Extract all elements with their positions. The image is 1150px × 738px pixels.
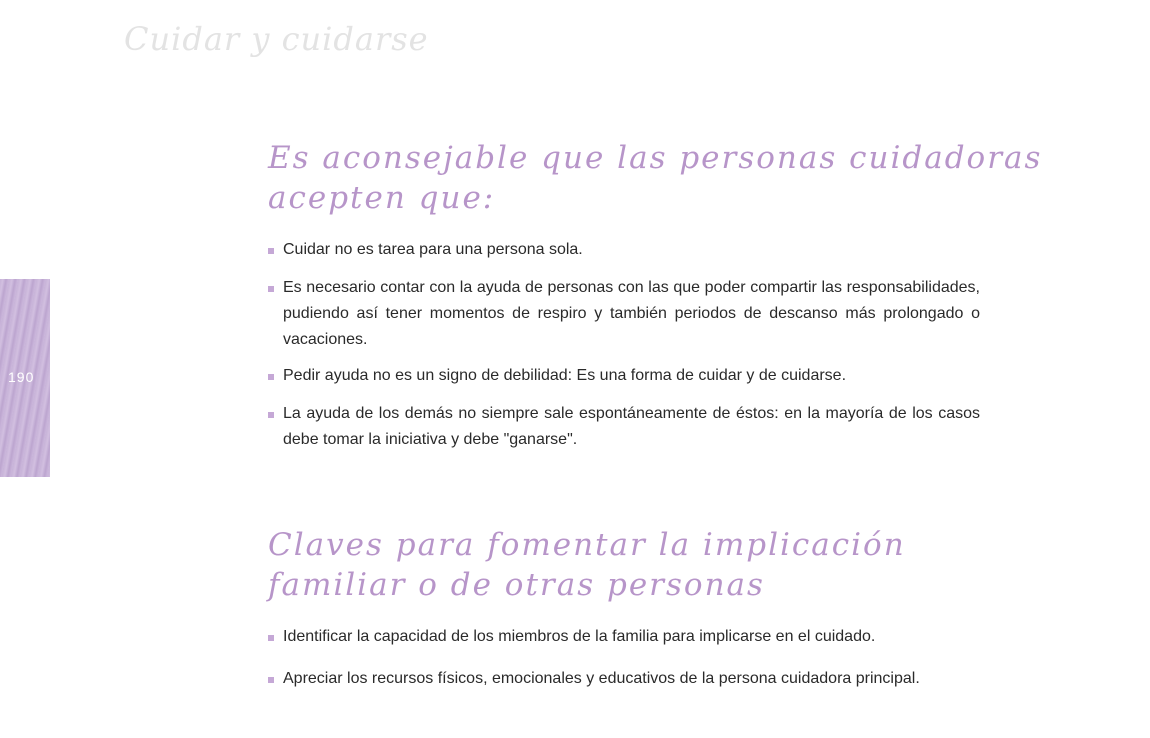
square-bullet-icon xyxy=(268,677,274,683)
list-item-text: Pedir ayuda no es un signo de debilidad: Es una forma de cuidar y de cuidarse. xyxy=(283,367,847,384)
list-item-text: Cuidar no es tarea para una persona sola. xyxy=(283,241,583,258)
heading-line: Claves para fomentar la implicación xyxy=(268,527,906,563)
list-item xyxy=(268,237,980,263)
list-item-text: Identificar la capacidad de los miembros de la familia para implicarse en el cuidado. xyxy=(283,628,876,645)
page-number: 190 xyxy=(8,369,35,385)
list-item xyxy=(268,401,980,453)
square-bullet-icon xyxy=(268,635,274,641)
list-item xyxy=(268,666,980,692)
acceptance-list xyxy=(268,237,980,463)
heading-line: acepten que: xyxy=(268,180,496,216)
square-bullet-icon xyxy=(268,374,274,380)
list-item xyxy=(268,363,980,389)
heading-line: familiar o de otras personas xyxy=(268,567,765,603)
square-bullet-icon xyxy=(268,248,274,254)
involvement-list xyxy=(268,624,980,708)
list-item-text: Es necesario contar con la ayuda de personas con las que poder compartir las responsabilidades, pudiendo así tener momentos de respiro y también periodos de descanso más prolongado o vacaciones. xyxy=(283,279,980,348)
list-item xyxy=(268,624,980,650)
page-tab xyxy=(0,279,50,477)
square-bullet-icon xyxy=(268,412,274,418)
section-heading-family-involvement xyxy=(268,525,906,605)
section-heading-acceptance xyxy=(268,138,1042,218)
list-item-text: La ayuda de los demás no siempre sale espontáneamente de éstos: en la mayoría de los casos debe tomar la iniciativa y debe "ganarse". xyxy=(283,405,980,448)
running-header: Cuidar y cuidarse xyxy=(124,20,429,58)
list-item-text: Apreciar los recursos físicos, emocionales y educativos de la persona cuidadora principal. xyxy=(283,670,920,687)
list-item xyxy=(268,275,980,353)
square-bullet-icon xyxy=(268,286,274,292)
heading-line: Es aconsejable que las personas cuidadoras xyxy=(268,140,1043,176)
